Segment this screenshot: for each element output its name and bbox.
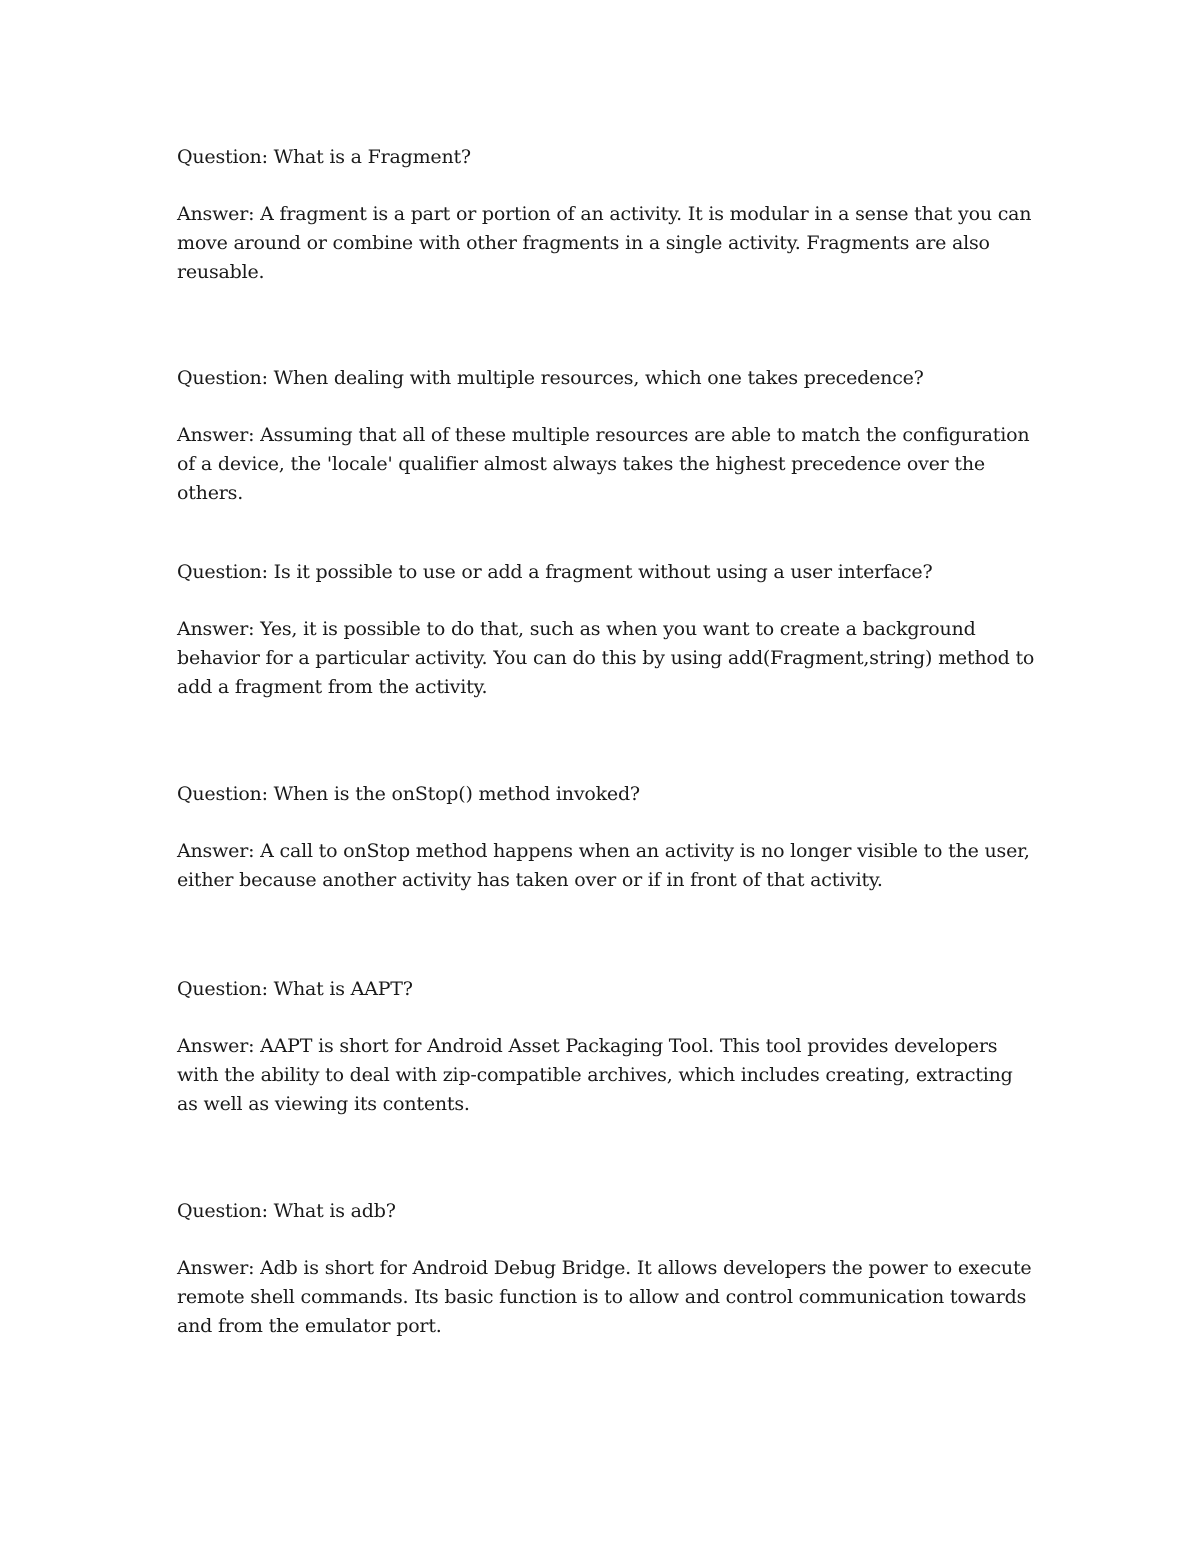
answer-text: Answer: Yes, it is possible to do that, such as when you want to create a background behavior for a particular activity. You can do this by using add(Fragment,string) method to add a fragment from the activity. bbox=[177, 618, 1035, 698]
answer-text: Answer: A call to onStop method happens when an activity is no longer visible to the user, either because another activity has taken over or if in front of that activity. bbox=[177, 840, 1030, 891]
question-text: Question: When is the onStop() method invoked? bbox=[177, 783, 640, 805]
question-text: Question: What is adb? bbox=[177, 1200, 396, 1222]
qa-item-aapt bbox=[177, 974, 1037, 1119]
answer-text: Answer: Assuming that all of these multiple resources are able to match the configuration of a device, the 'locale' qualifier almost always takes the highest precedence over the others. bbox=[177, 424, 1030, 504]
question-text: Question: Is it possible to use or add a fragment without using a user interface? bbox=[177, 561, 933, 583]
qa-item-onstop bbox=[177, 779, 1037, 895]
answer-text: Answer: AAPT is short for Android Asset Packaging Tool. This tool provides developers with the ability to deal with zip-compatible archives, which includes creating, extracting as well as viewing its contents. bbox=[177, 1035, 1013, 1115]
answer-text: Answer: Adb is short for Android Debug Bridge. It allows developers the power to execute remote shell commands. Its basic function is to allow and control communication towards and from the emulator port. bbox=[177, 1257, 1032, 1337]
qa-item-fragment bbox=[177, 142, 1037, 287]
question-text: Question: What is a Fragment? bbox=[177, 146, 471, 168]
qa-item-resources-precedence bbox=[177, 363, 1037, 508]
answer-text: Answer: A fragment is a part or portion of an activity. It is modular in a sense that you can move around or combine with other fragments in a single activity. Fragments are also reusable. bbox=[177, 203, 1032, 283]
question-text: Question: What is AAPT? bbox=[177, 978, 413, 1000]
question-text: Question: When dealing with multiple resources, which one takes precedence? bbox=[177, 367, 924, 389]
qa-item-adb bbox=[177, 1196, 1037, 1341]
qa-item-fragment-without-ui bbox=[177, 557, 1037, 702]
